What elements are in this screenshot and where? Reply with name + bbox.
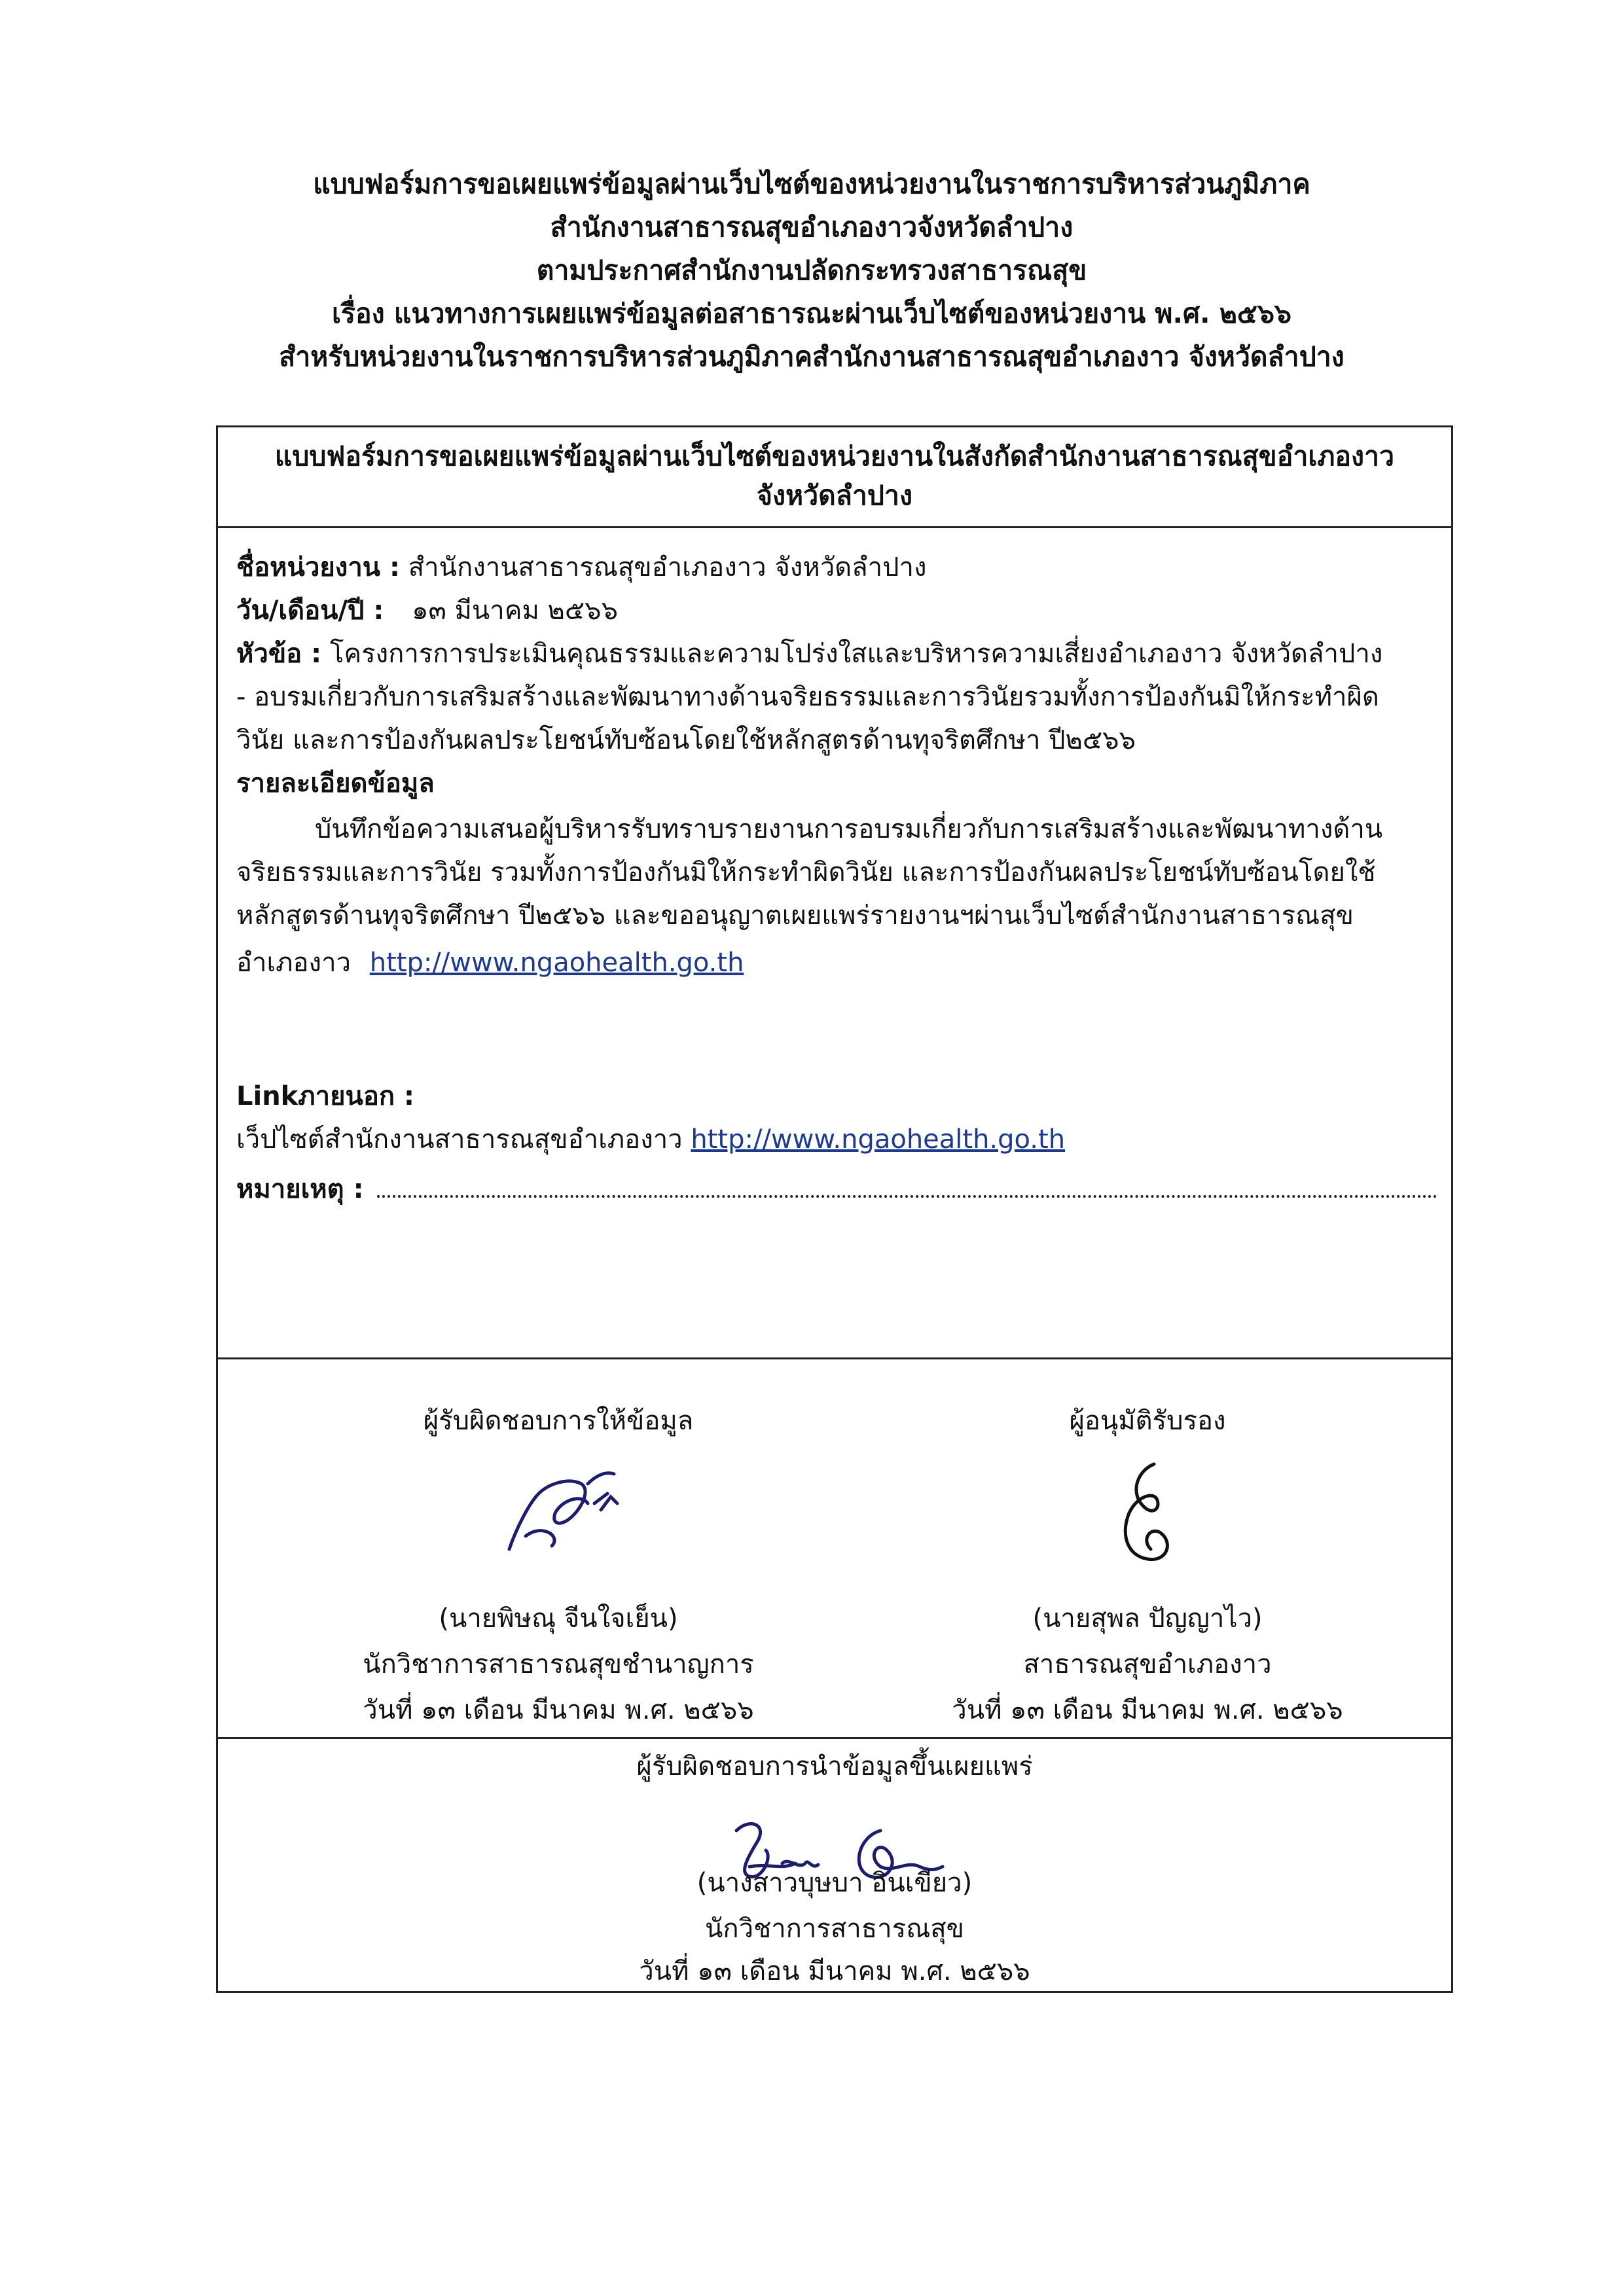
header-line-5: สำหรับหน่วยงานในราชการบริหารส่วนภูมิภาคสำนักงานสาธารณสุขอำเภองาว จังหวัดลำปาง <box>279 341 1344 372</box>
remark-label: หมายเหตุ : <box>236 1174 364 1204</box>
detail-line-4-prefix: อำเภองาว <box>236 948 351 978</box>
external-link-prefix: เว็ปไซต์สำนักงานสาธารณสุขอำเภองาว <box>236 1124 683 1155</box>
header-line-4: เรื่อง แนวทางการเผยแพร่ข้อมูลต่อสาธารณะผ่านเว็บไซต์ของหน่วยงาน พ.ศ. ๒๕๖๖ <box>331 298 1292 329</box>
right-signer-date: วันที่ ๑๓ เดือน มีนาคม พ.ศ. ๒๕๖๖ <box>952 1695 1343 1725</box>
document-header <box>164 162 1460 378</box>
date-label: วัน/เดือน/ปี : <box>236 596 384 626</box>
header-line-3: ตามประกาศสำนักงานปลัดกระทรวงสาธารณสุข <box>536 255 1087 286</box>
detail-heading <box>236 764 1433 803</box>
form-details-section <box>218 528 1451 1359</box>
publisher-date: วันที่ ๑๓ เดือน มีนาคม พ.ศ. ๒๕๖๖ <box>639 1956 1030 1986</box>
topic-label: หัวข้อ : <box>236 639 322 669</box>
form-title-line-1: แบบฟอร์มการขอเผยแพร่ข้อมูลผ่านเว็บไซต์ของหน่วยงานในสังกัดสำนักงานสาธารณสุขอำเภองาว <box>274 440 1395 472</box>
topic-line-3: วินัย และการป้องกันผลประโยชน์ทับซ้อนโดยใช้หลักสูตรด้านทุจริตศึกษา ปี๒๕๖๖ <box>236 725 1136 755</box>
detail-line-1: บันทึกข้อความเสนอผู้บริหารรับทราบรายงานการอบรมเกี่ยวกับการเสริมสร้างและพัฒนาทางด้าน <box>315 814 1383 844</box>
form-title <box>218 427 1451 528</box>
left-signer-name: (นายพิษณุ จีนใจเย็น) <box>439 1604 678 1634</box>
remark-dotted-line <box>377 1175 1437 1198</box>
detail-website-link[interactable]: http://www.ngaohealth.go.th <box>369 948 744 978</box>
left-signer-role: ผู้รับผิดชอบการให้ข้อมูล <box>423 1406 694 1436</box>
form-table <box>216 425 1453 1993</box>
detail-line-3: หลักสูตรด้านทุจริตศึกษา ปี๒๕๖๖ และขออนุญาตเผยแพร่รายงานฯผ่านเว็บไซต์สำนักงานสาธารณสุข <box>236 901 1354 931</box>
external-link-heading <box>236 1077 1433 1116</box>
left-signer-position: นักวิชาการสาธารณสุขชำนาญการ <box>363 1649 754 1679</box>
external-website-link[interactable]: http://www.ngaohealth.go.th <box>691 1124 1066 1155</box>
external-link-label: Linkภายนอก : <box>236 1081 415 1111</box>
header-line-1: แบบฟอร์มการขอเผยแพร่ข้อมูลผ่านเว็บไซต์ของหน่วยงานในราชการบริหารส่วนภูมิภาค <box>313 168 1310 200</box>
publisher-name: (นางสาวบุษบา อินเขียว) <box>696 1868 973 1898</box>
publisher-signature-section <box>218 1739 1451 1991</box>
topic-field <box>236 634 1433 673</box>
right-signature-image <box>1108 1458 1187 1569</box>
right-signer-name: (นายสุพล ปัญญาไว) <box>1032 1604 1263 1634</box>
header-line-2: สำนักงานสาธารณสุขอำเภองาวจังหวัดลำปาง <box>550 211 1074 243</box>
approval-signatures-section <box>218 1359 1451 1739</box>
detail-label: รายละเอียดข้อมูล <box>236 768 435 798</box>
date-value: ๑๓ มีนาคม ๒๕๖๖ <box>412 596 618 626</box>
detail-line-4 <box>236 943 1433 982</box>
publisher-role: ผู้รับผิดชอบการนำข้อมูลขึ้นเผยแพร่ <box>636 1751 1033 1782</box>
detail-line-2: จริยธรรมและการวินัย รวมทั้งการป้องกันมิให้กระทำผิดวินัย และการป้องกันผลประโยชน์ทับซ้อนโดยใช้ <box>236 857 1376 888</box>
form-title-line-2: จังหวัดลำปาง <box>757 480 912 511</box>
right-signer-position: สาธารณสุขอำเภองาว <box>1023 1649 1272 1679</box>
agency-field <box>236 548 1433 587</box>
agency-value: สำนักงานสาธารณสุขอำเภองาว จังหวัดลำปาง <box>408 552 927 583</box>
agency-label: ชื่อหน่วยงาน : <box>236 552 401 583</box>
remark-row <box>236 1170 1433 1209</box>
topic-value: โครงการการประเมินคุณธรรมและความโปร่งใสและบริหารความเสี่ยงอำเภองาว จังหวัดลำปาง <box>329 639 1383 669</box>
external-link-row <box>236 1120 1433 1159</box>
right-signer-role: ผู้อนุมัติรับรอง <box>1069 1406 1226 1436</box>
left-signature-image <box>490 1458 627 1562</box>
date-field <box>236 591 1433 630</box>
left-signer-date: วันที่ ๑๓ เดือน มีนาคม พ.ศ. ๒๕๖๖ <box>363 1695 754 1725</box>
topic-line-2: - อบรมเกี่ยวกับการเสริมสร้างและพัฒนาทางด้านจริยธรรมและการวินัยรวมทั้งการป้องกันมิให้กระทำผิด <box>236 682 1379 712</box>
publisher-position: นักวิชาการสาธารณสุข <box>705 1914 964 1944</box>
